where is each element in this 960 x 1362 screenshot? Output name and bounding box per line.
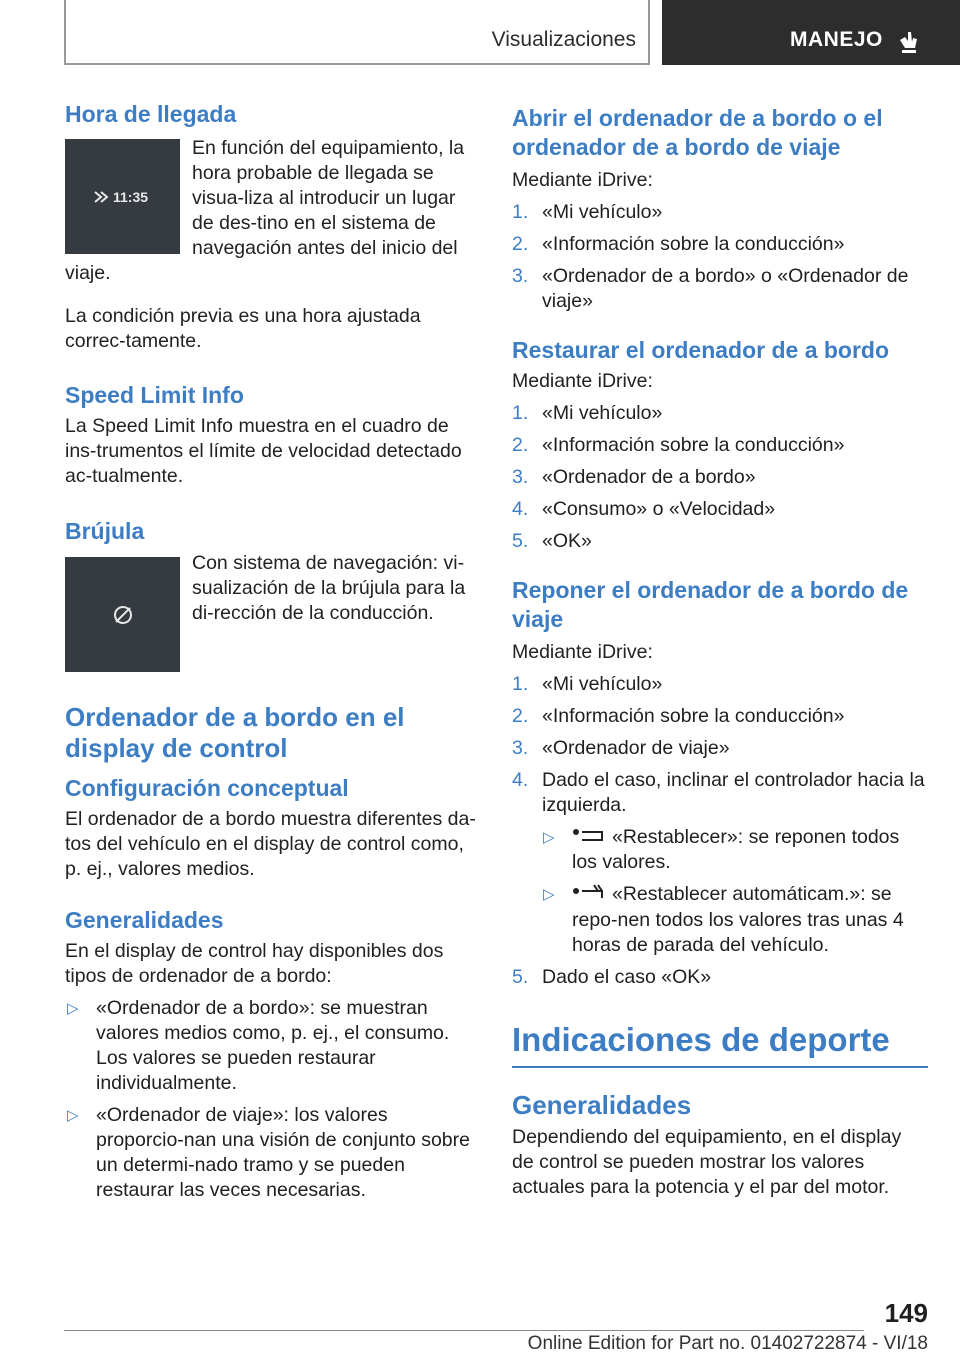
speed-limit-title: Speed Limit Info [65,382,244,408]
list-item: 2. «Información sobre la conducción» [512,434,845,456]
trip-steps [512,672,928,990]
sport-general-text: Dependiendo del equipamiento, en el display de control se pueden mostrar los valores actuales para la potencia y el par del motor. [512,1125,902,1198]
left-column [65,100,480,1203]
arrival-time-value: 11:35 [113,189,149,205]
reset-icon [572,825,604,850]
title-rule [512,1066,928,1068]
open-obc-title: Abrir el ordenador de a bordo o el ordenador de a bordo de viaje [512,105,883,160]
general-title: Generalidades [65,907,224,933]
arrival-note: La condición previa es una hora ajustada correc-tamente. [65,305,421,352]
reset-via: Mediante iDrive: [512,370,653,392]
page-number: 149 [884,1298,928,1328]
obc-title: Ordenador de a bordo en el display de control [65,702,405,763]
list-item: 5. «OK» [512,530,592,552]
open-via: Mediante iDrive: [512,169,653,191]
auto-reset-icon [572,883,604,908]
footer-rule [64,1330,864,1331]
list-item: ▷ «Ordenador de a bordo»: se muestran valores medios como, p. ej., el consumo. Los valores se pueden restaurar individualmente. [67,997,450,1094]
trip-via: Mediante iDrive: [512,641,653,663]
general-text: En el display de control hay disponibles dos tipos de ordenador de a bordo: [65,940,444,987]
concept-title: Configuración conceptual [65,775,349,801]
concept-text: El ordenador de a bordo muestra diferentes da-tos del vehículo en el display de control como, p. ej., valores medios. [65,808,476,880]
list-item: ▷ «Ordenador de viaje»: los valores proporcio-nan una visión de conjunto sobre un determi-nado tramo y se pueden restaurar las veces necesarias. [67,1104,470,1201]
header-frame-bottom [64,63,650,65]
open-steps [512,200,928,314]
trip-reset-options [542,825,928,958]
obc-types-list [65,996,480,1203]
chapter-tab-label: MANEJO [790,28,883,51]
arrival-time-figure [65,139,180,254]
footer-edition: Online Edition for Part no. 01402722874 - VI/18 [527,1333,928,1354]
navigation-flag-icon [93,190,109,209]
list-item: 1. «Mi vehículo» [512,402,663,424]
list-item: ▷ «Restablecer automáticam.»: se repo-nen todos los valores tras unas 4 horas de parada del vehículo. [543,883,904,956]
list-item: 3. «Ordenador de a bordo» o «Ordenador de viaje» [512,265,909,312]
triangle-bullet-icon: ▷ [543,829,555,846]
sport-general-title: Generalidades [512,1089,692,1120]
compass-text: Con sistema de navegación: vi-sualización de la brújula para la di-rección de la conducción. [192,552,466,624]
list-item: 4. Dado el caso, inclinar el controlador hacia la izquierda. ▷ «Restablecer»: se reponen todos los valores. ▷ «Restablecer automáticam.»: se repo-nen todos los valores tras unas 4 horas de parada del vehículo. [512,768,928,958]
trip-reset-title: Reponer el ordenador de a bordo de viaje [512,577,909,632]
header-separator [648,0,650,64]
list-item: 4. «Consumo» o «Velocidad» [512,498,776,520]
reset-steps [512,401,928,554]
sport-title: Indicaciones de deporte [512,1020,890,1058]
list-item: 3. «Ordenador de a bordo» [512,466,756,488]
list-item: 2. «Información sobre la conducción» [512,233,845,255]
list-item: 3. «Ordenador de viaje» [512,737,730,759]
arrival-title: Hora de llegada [65,101,237,127]
steering-hand-icon [896,28,920,59]
triangle-bullet-icon: ▷ [543,886,555,904]
triangle-bullet-icon: ▷ [67,1107,79,1124]
list-item: 5. Dado el caso «OK» [512,965,712,988]
right-column [512,100,928,1200]
triangle-bullet-icon: ▷ [67,1000,79,1017]
header-section-title: Visualizaciones [491,28,636,51]
compass-figure [65,557,180,672]
list-item: 1. «Mi vehículo» [512,673,663,695]
list-item: 2. «Información sobre la conducción» [512,705,845,727]
arrival-text: En función del equipamiento, la hora probable de llegada se visua-liza al introducir un lugar de des-tino en el sistema de navegación antes del inicio del viaje. [65,137,465,284]
speed-limit-text: La Speed Limit Info muestra en el cuadro de ins-trumentos el límite de velocidad detectado ac-tualmente. [65,415,462,487]
list-item: 1. «Mi vehículo» [512,201,663,223]
reset-obc-title: Restaurar el ordenador de a bordo [512,337,890,363]
compass-title: Brújula [65,518,145,544]
list-item: ▷ «Restablecer»: se reponen todos los valores. [543,826,900,874]
compass-icon [112,604,134,631]
header-chapter-tab [662,0,960,65]
